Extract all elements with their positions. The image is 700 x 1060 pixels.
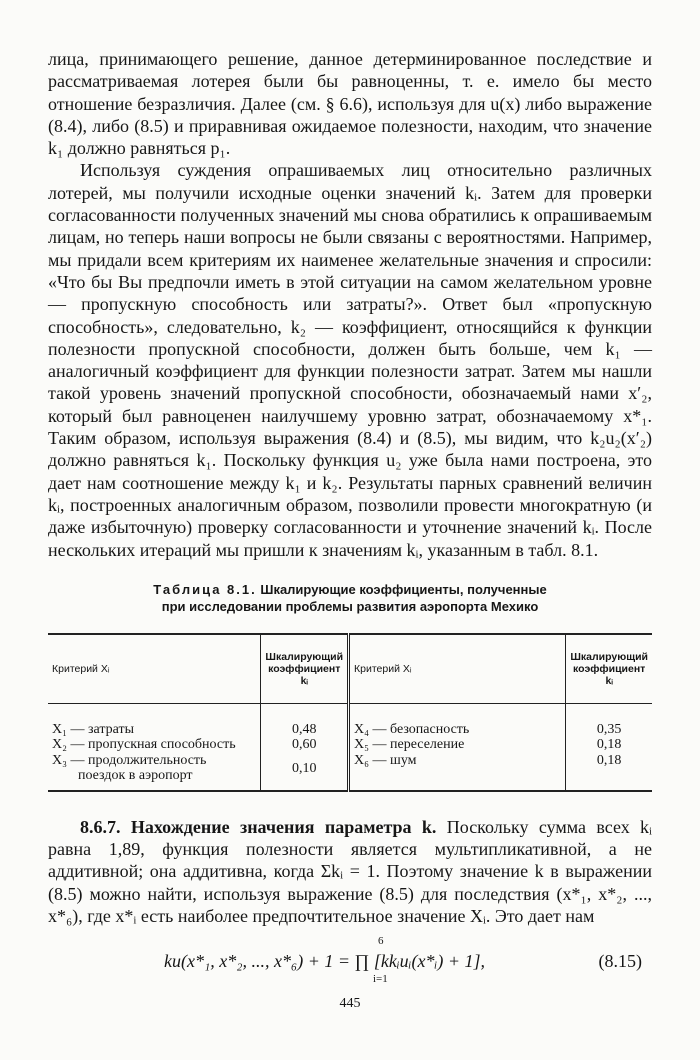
table-caption-label: Таблица 8.1. <box>153 581 257 597</box>
header-coef-left: Шкалирующий коэффициент kᵢ <box>261 634 349 704</box>
header-coef-right: Шкалирующий коэффициент kᵢ <box>566 634 652 704</box>
product-upper-limit: 6 <box>378 935 384 948</box>
section-8-6-7 <box>48 816 652 927</box>
criterion-x1: X₁ — затраты <box>52 721 135 737</box>
page-number: 445 <box>339 996 361 1011</box>
formula-number: (8.15) <box>598 951 642 972</box>
left-values-cell <box>261 703 349 791</box>
table-row <box>48 703 652 791</box>
left-criteria-cell <box>48 703 261 791</box>
table-caption <box>48 581 652 615</box>
paragraph-2: Используя суждения опрашиваемых лиц относительно различных лотерей, мы получили исходные оценки значений kᵢ. Затем для проверки согласованности полученных значений мы снова обратились к опрашиваемым лицам, но теперь наши вопросы не были связаны с вероятностями. Например, мы придали всем критериям их наименее желательные значения и спросили: «Что бы Вы предпочли иметь в этой ситуации на самом желательном уровне — пропускную способность или затраты?». Ответ был «пропускную способность», следовательно, k₂ — коэффициент, относящийся к функции полезности пропускной способности, должен быть больше, чем k₁ — аналогичный коэффициент для функции полезности затрат. Затем мы нашли такой уровень значений пропускной способности, обозначаемый нами x′₂, который был равноценен наилучшему уровню затрат, обозначаемому x*₁. Таким образом, используя выражения (8.4) и (8.5), мы видим, что k₂u₂(x′₂) должно равняться k₁. Поскольку функция u₂ уже была нами построена, это дает нам соотношение между k₁ и k₂. Результаты парных сравнений величин kᵢ, построенных аналогичным образом, позволили провести многократную (и даже избыточную) проверку согласованности и уточнение значений kᵢ. После нескольких итераций мы пришли к значениям kᵢ, указанным в табл. 8.1. <box>48 160 652 560</box>
value-k2: 0,60 <box>291 737 317 753</box>
value-k5: 0,18 <box>596 737 622 753</box>
value-k3: 0,10 <box>291 760 317 776</box>
criterion-x4: X₄ — безопасность <box>354 721 470 737</box>
product-lower-limit: i=1 <box>373 973 388 986</box>
header-criterion-left: Критерий Xᵢ <box>48 634 261 704</box>
table-header-row <box>48 634 652 704</box>
formula-8-15 <box>48 935 652 989</box>
criterion-x3: X₃ — продолжительность поездок в аэропорт <box>52 752 207 784</box>
header-criterion-right: Критерий Xᵢ <box>349 634 566 704</box>
table-caption-line2: при исследовании проблемы развития аэропорта Мехико <box>161 598 539 614</box>
section-text: Поскольку сумма всех kᵢ равна 1,89, функция полезности является мультипликативной, а не аддитивной; она аддитивна, когда Σkᵢ = 1. Поэтому значение k в выражении (8.5) можно найти, используя выражение (8.5) для последствия (x*₁, x*₂, ..., x*₆), где x*ᵢ есть наиболее предпочтительное значение Xᵢ. Это дает нам <box>48 816 652 927</box>
value-k4: 0,35 <box>596 721 622 737</box>
criterion-x2: X₂ — пропускная способность <box>52 737 236 753</box>
paragraph-1: лица, принимающего решение, данное детерминированное последствие и рассматриваемая лотерея были бы равноценны, т. е. имело бы место отношение безразличия. Далее (см. § 6.6), используя для u(x) либо выражение (8.4), либо (8.5) и приравнивая ожидаемое полезности, находим, что значение k₁ должно равняться p₁. <box>48 49 652 159</box>
right-criteria-cell <box>349 703 566 791</box>
table-caption-line1: Шкалирующие коэффициенты, полученные <box>260 581 547 597</box>
formula-expression: ku(x*₁, x*₂, ..., x*₆) + 1 = ∏ [kkᵢuᵢ(x*ᵢ) + 1], <box>164 951 485 972</box>
page-content <box>48 48 652 989</box>
right-values-cell <box>566 703 652 791</box>
value-k6: 0,18 <box>596 752 622 768</box>
section-heading: 8.6.7. Нахождение значения параметра k. <box>80 816 437 837</box>
criterion-x5: X₅ — переселение <box>354 737 465 753</box>
criterion-x6: X₆ — шум <box>354 752 417 768</box>
value-k1: 0,48 <box>291 721 317 737</box>
coefficients-table <box>48 633 652 792</box>
